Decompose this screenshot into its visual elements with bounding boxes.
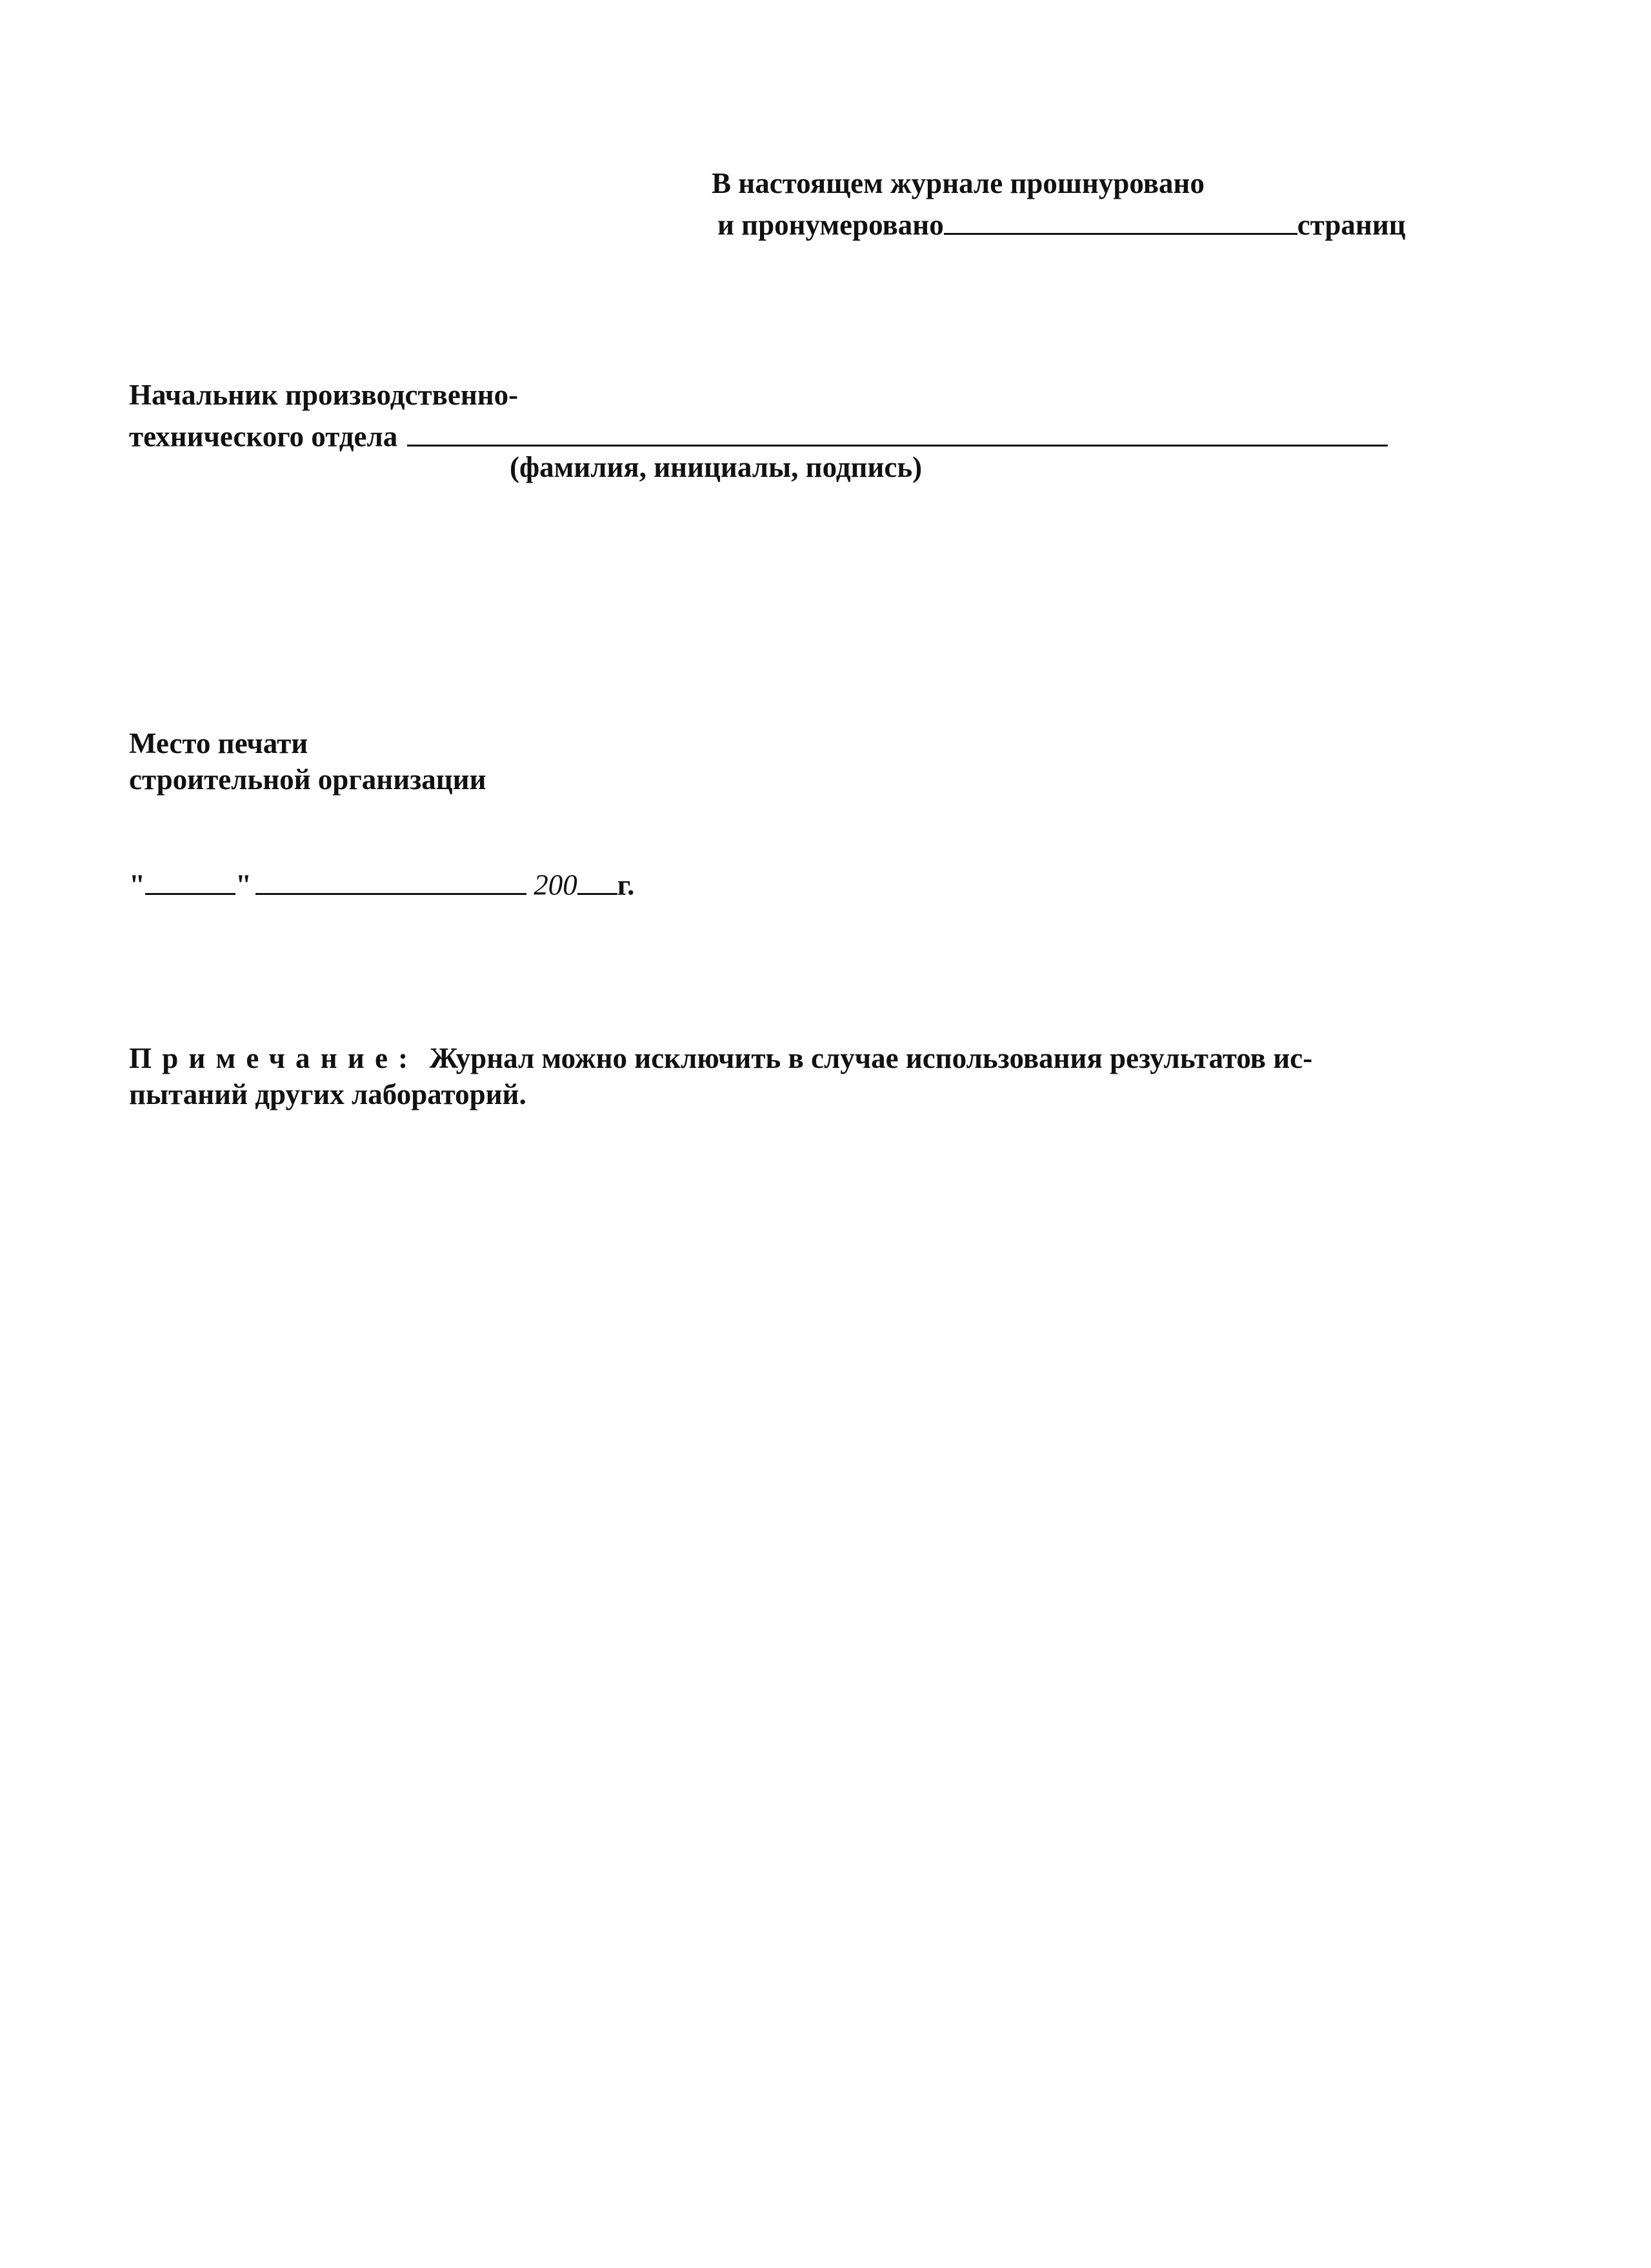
note-text-line1: Журнал можно исключить в случае использования результатов ис- bbox=[429, 1042, 1313, 1074]
page-count-field[interactable] bbox=[944, 206, 1297, 235]
binding-note-suffix: страниц bbox=[1297, 208, 1406, 241]
day-field[interactable] bbox=[145, 867, 235, 895]
year-prefix: 200 bbox=[534, 868, 577, 901]
date-quote-close: " bbox=[235, 868, 252, 901]
binding-note-line1: В настоящем журнале прошнуровано bbox=[712, 167, 1205, 199]
binding-note-prefix: и пронумеровано bbox=[717, 208, 944, 241]
binding-note-line2 bbox=[717, 206, 1406, 240]
stamp-line1: Место печати bbox=[129, 727, 308, 759]
note-label: Примечание: bbox=[129, 1042, 419, 1074]
year-suffix: г. bbox=[617, 868, 635, 901]
signature-caption: (фамилия, инициалы, подпись) bbox=[510, 451, 923, 483]
head-title-text: технического отдела bbox=[129, 420, 398, 453]
month-field[interactable] bbox=[255, 867, 526, 895]
date-quote-open: " bbox=[129, 868, 145, 901]
year-field[interactable] bbox=[577, 867, 617, 895]
stamp-line2: строительной организации bbox=[129, 763, 486, 796]
note-line2: пытаний других лабораторий. bbox=[129, 1078, 526, 1110]
date-line bbox=[129, 867, 634, 900]
signature-field[interactable] bbox=[407, 418, 1388, 447]
note-line1 bbox=[129, 1044, 1312, 1073]
head-title-line2 bbox=[129, 418, 1388, 452]
head-title-line1: Начальник производственно- bbox=[129, 379, 519, 411]
